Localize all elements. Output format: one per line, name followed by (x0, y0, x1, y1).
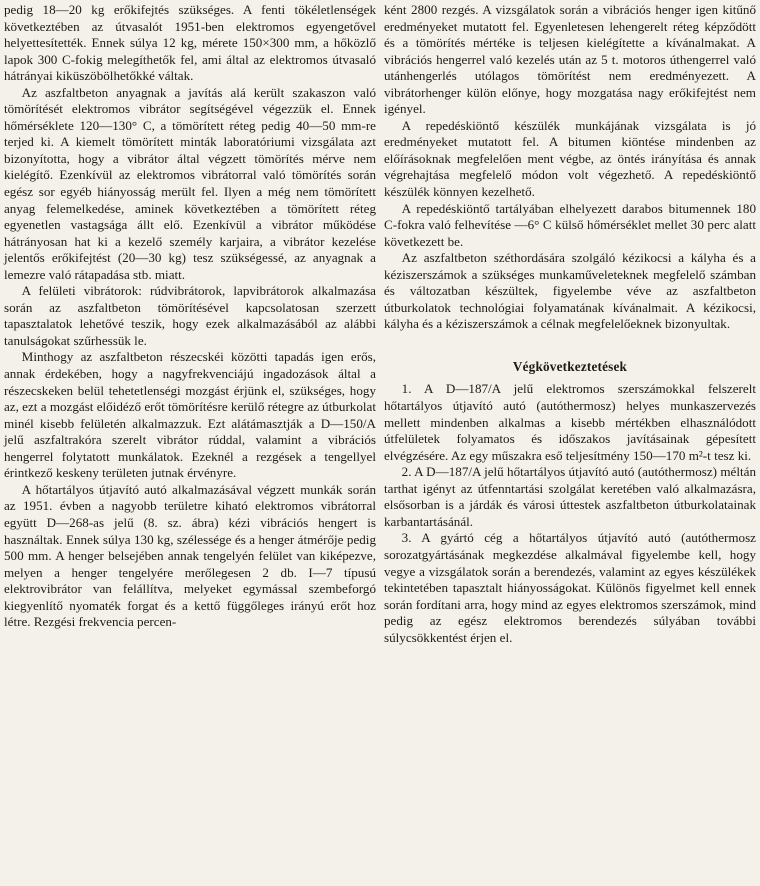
paragraph: A repedéskiöntő tartályában elhelyezett darabos bitumennek 180 C-fokra való felhevítése —6° C külső hőmérséklet mellet 30 perc alatt következett be. (384, 200, 756, 249)
paragraph: Az aszfaltbeton széthordására szolgáló kézikocsi a kályha és a kéziszerszámok a szükséges munkaműveleteknek megfelelő számban és változatban készültek, figyelembe véve az aszfaltbeton útburkolatok technológiai folyamatának kívánalmait. A kézikocsi, kályha és a kéziszerszámok a célnak megfelelőeknek bizonyultak. (384, 250, 756, 332)
paragraph: pedig 18—20 kg erőkifejtés szükséges. A fenti tökéletlenségek következtében az útvasalót 1951-ben elektromos egyengetővel helyettesítették. Ennek súlya 12 kg, mérete 150×300 mm, a hőközlő lapok 300 C-fokig melegíthetők fel, ami által az elektromos útvasaló hátrányai kiküszöbölhetőkké váltak. (4, 2, 376, 84)
paragraph: A felületi vibrátorok: rúdvibrátorok, lapvibrátorok alkalmazása során az aszfaltbeton tömörítésével kapcsolatosan szerzett tapasztalatok lehetővé teszik, hogy ezek alkalmazásából az alábbi tanulságokat szűrhessük le. (4, 283, 376, 348)
paragraph: 2. A D—187/A jelű hőtartályos útjavító autó (autóthermosz) méltán tarthat igényt az útfenntartási szolgálat keretében való alkalmazásra, elsősorban is a járdák és városi úttestek aszfaltbeton útburkolatainak karbantartásánál. (384, 464, 756, 529)
paragraph: A hőtartályos útjavító autó alkalmazásával végzett munkák során az 1951. évben a nagyobb területre kiható elektromos vibrátorral együtt D—268-as jelű (8. sz. ábra) kézi vibrációs hengert is használtak. Ennek súlya 130 kg, szélessége és a henger átmérője pedig 500 mm. A henger belsejében annak tengelyén felület van kiképezve, melyen a henger tengelyére merőlegesen 2 db. I—7 típusú elektrovibrátor van felállítva, melyeket egymással szembeforgó kiegyenlítő nyomaték forgat és a kettő függőleges irányú erőt hoz létre. Rezgési frekvencia percen- (4, 481, 376, 630)
paragraph: ként 2800 rezgés. A vizsgálatok során a vibrációs henger igen kitűnő eredményeket mutatott fel. Egyenletesen lehengerelt réteg képződött és a tömörítés mértéke is teljesen kielégítette a kívánalmakat. A vibrációs hengerrel való kezelés után az 5 t. motoros úthengerrel való utánhengerlés utólagos tömörítést nem eredményezett. A vibrátorhenger külön előnye, hogy mozgatása nagy erőkifejtést nem igényel. (384, 2, 756, 117)
paragraph: Minthogy az aszfaltbeton részecskéi közötti tapadás igen erős, annak érdekében, hogy a nagyfrekvenciájú ingadozások által a részecskeken belül tehetetlenségi mozgást érjünk el, szükséges, hogy az, ezt a mozgást előidéző erőt tömörítésre kerülő rétegre az útburkolat minél kisebb felületén alkalmazzuk. Ezt alátámasztják a D—150/A jelű aszfaltrakóra szerelt vibrátor rúddal, valamint a vibrációs hengerrel folytatott munkálatok. Ezeknél a rezgések a tengellyel érintkező keskeny területen jutnak érvényre. (4, 349, 376, 481)
paragraph: 3. A gyártó cég a hőtartályos útjavító autó (autóthermosz sorozatgyártásának megkezdése alkalmával figyelembe kell, hogy vegye a vizsgálatok során a berendezés, valamint az egyes készülékek tekintetében tapasztalt hiányosságokat. Különös figyelmet kell ennek során fordítani arra, hogy mind az egyes elektromos szerszámok, mind pedig az egész elektromos berendezés súlyában további súlycsökkentést érjen el. (384, 530, 756, 645)
paragraph: A repedéskiöntő készülék munkájának vizsgálata is jó eredményeket mutatott fel. A bitumen kiöntése mindenben az előírásoknak megfelelően ment végbe, az öntés irányítása és annak végrehajtása megfelelő módon volt végezhető. A repedéskiöntő készülék könnyen kezelhető. (384, 117, 756, 200)
paragraph: 1. A D—187/A jelű elektromos szerszámokkal felszerelt hőtartályos útjavító autó (autóthermosz) helyes munkaszervezés mellett mindenben alkalmas a kisebb mértékben elhasználódott útfelületek folyamatos és időszakos javításainak gépesített elvégzésére. Az egy műszakra eső teljesítmény 150—170 m²-t tesz ki. (384, 381, 756, 463)
section-heading: Végkövetkeztetések (512, 358, 628, 374)
paragraph: Az aszfaltbeton anyagnak a javítás alá került szakaszon való tömörítését elektromos vibrátor segítségével végezzük el. Ennek hőmérséklete 120—130° C, a tömörített réteg pedig 40—50 mm-re terjed ki. A kiemelt tömörített minták laboratóriumi vizsgálata azt bizonyította, hogy a vibrátor által végzett tömörítés mérve nem kielégítő. Ezenkívül az elektromos vibrátorral való tömörítés során egész sor egyéb hiányosság merült fel. Ilyen a még nem tömörített anyag felemelkedése, aminek következtében a tömörített réteg egyenetlen vastagsága állt elő. Ezenkívül a vibrátor működése hátrányosan hat ki a kezelő személy karjaira, a vibrátor kezelése jelentős erőkifejtést (20—30 kg) tesz szükségessé, az anyagnak a lemezre való rátapadása stb. miatt. (4, 84, 376, 282)
left-column (4, 2, 376, 886)
right-column (384, 2, 756, 886)
